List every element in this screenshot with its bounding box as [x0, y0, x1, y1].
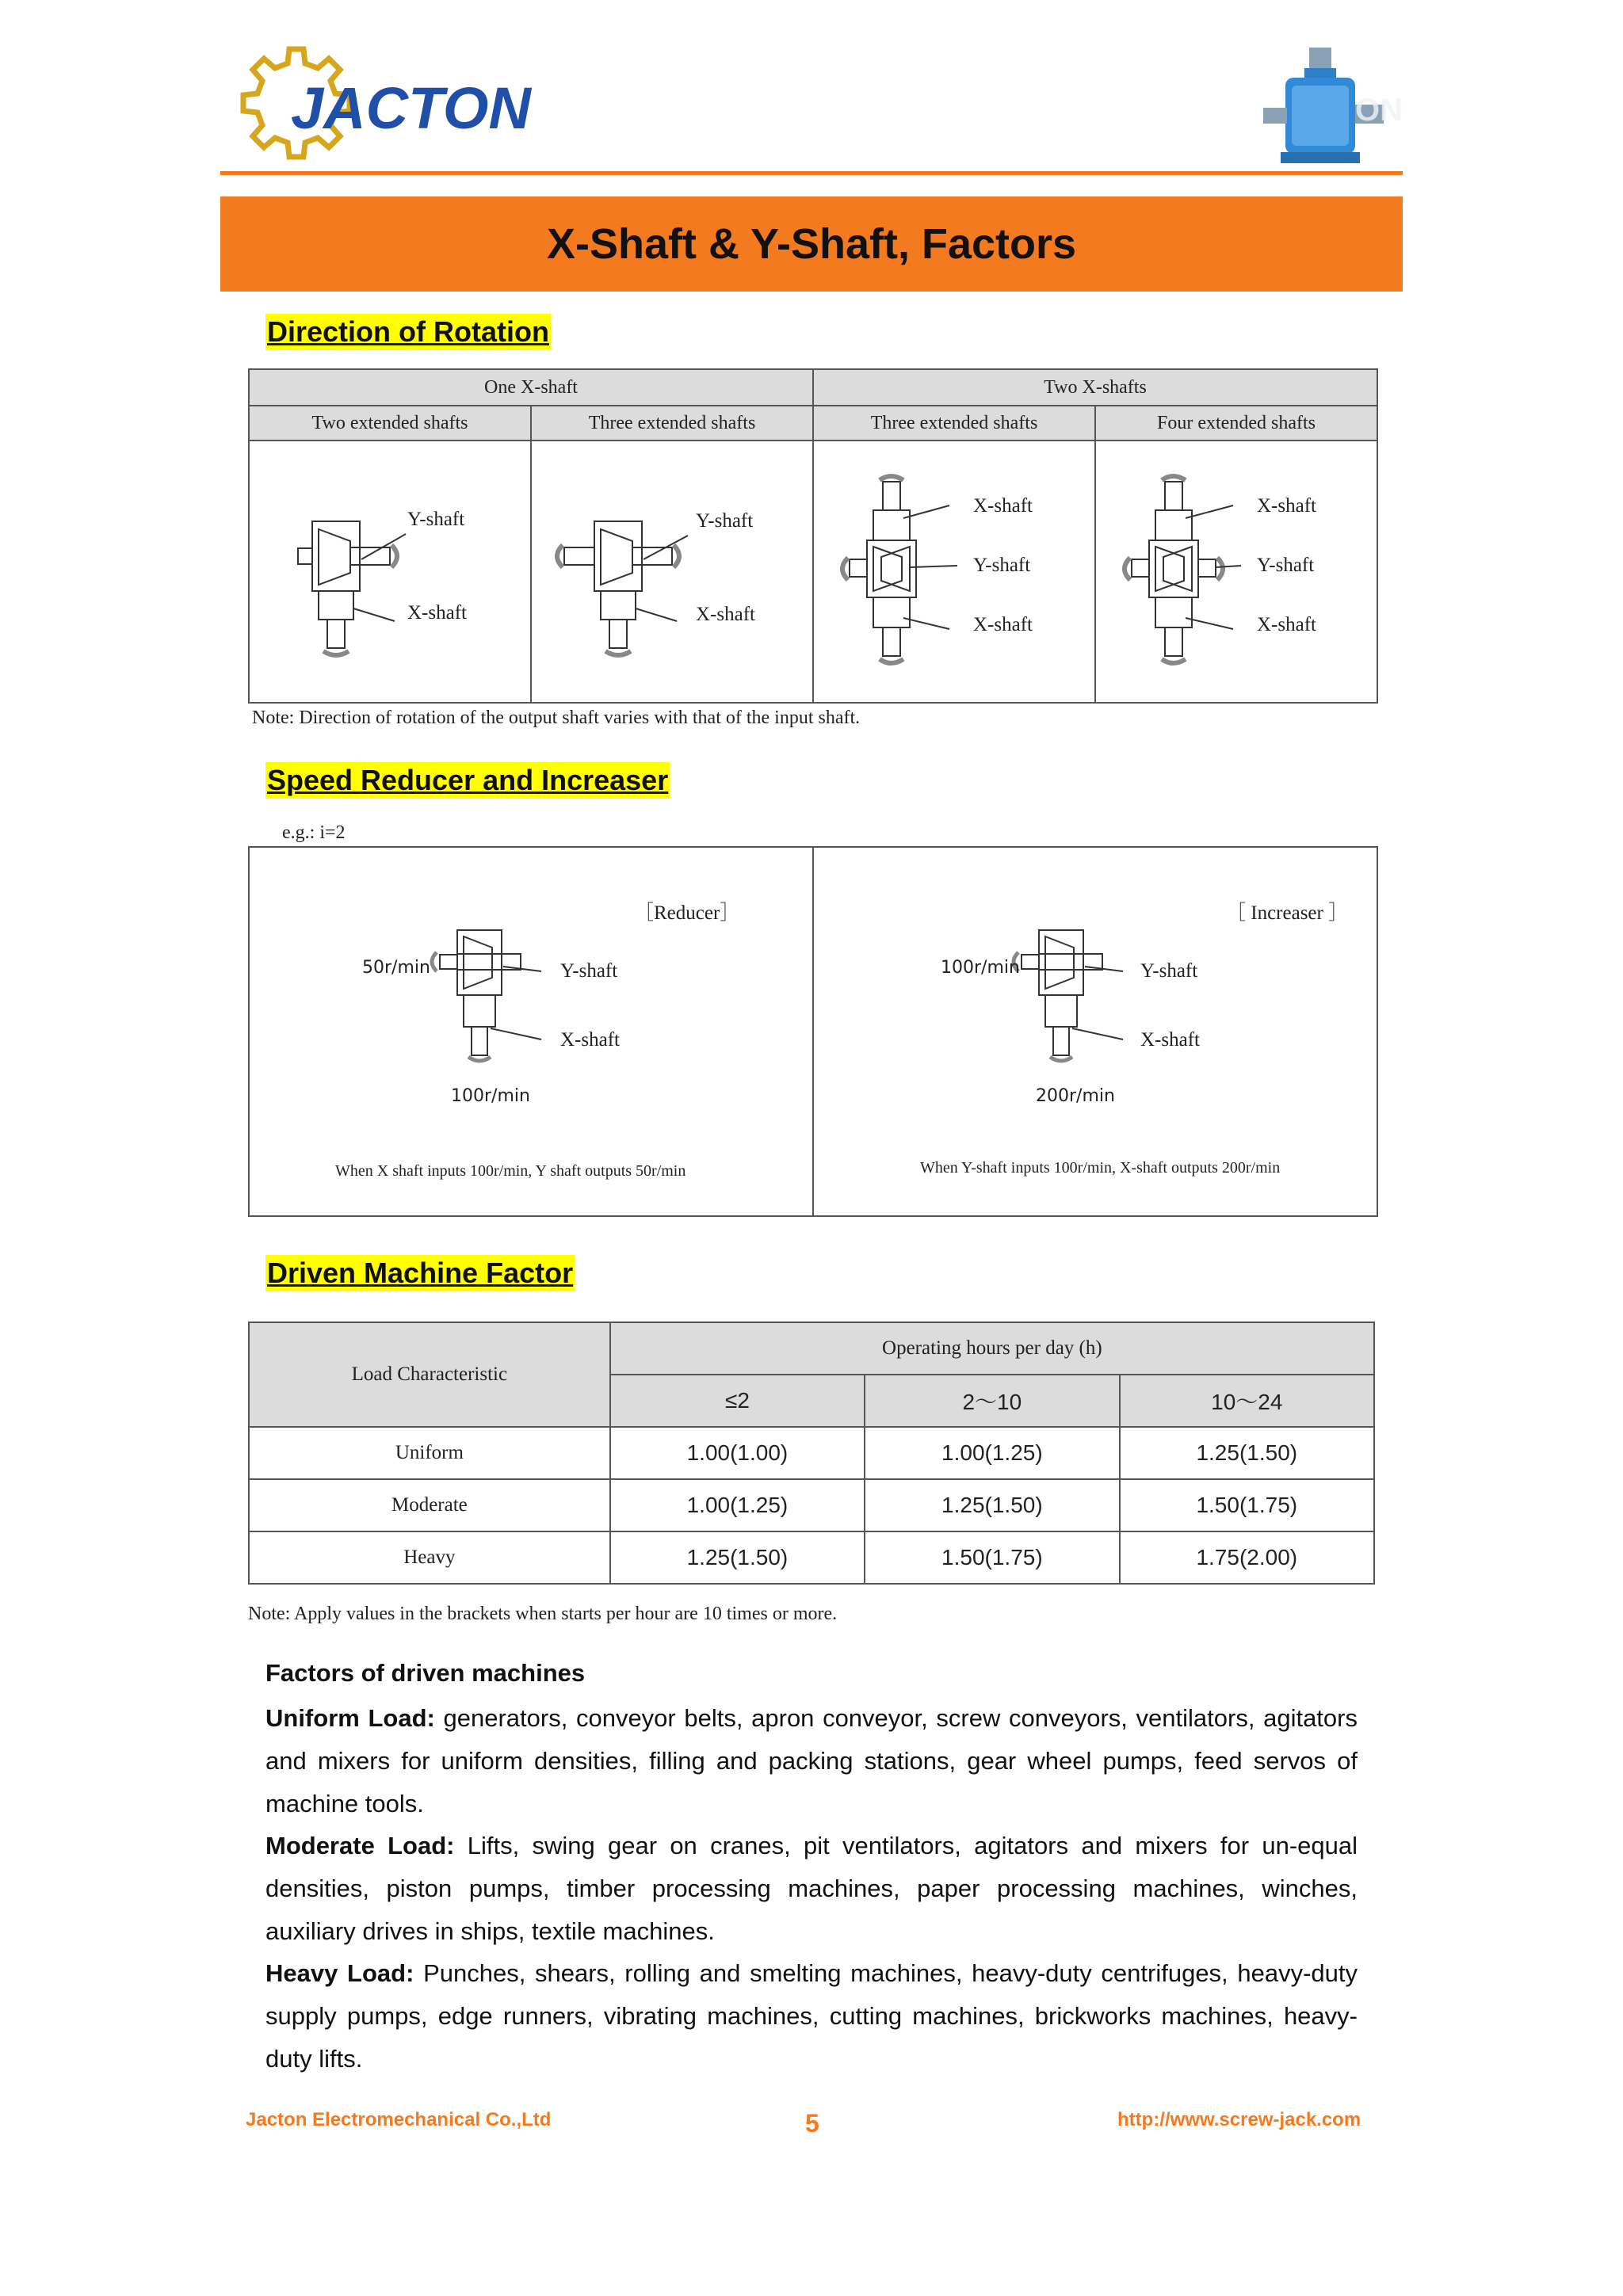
increaser-caption: When Y-shaft inputs 100r/min, X-shaft outputs 200r/min: [920, 1159, 1281, 1177]
heavy-load-text: Punches, shears, rolling and smelting machines, heavy-duty centrifuges, heavy-duty supply pumps, edge runners, vibrating machines, cutting machines, brickworks machines, heavy-duty lifts.: [265, 1959, 1358, 2073]
load-characteristic-header: Load Characteristic: [249, 1322, 610, 1427]
rotation-col-header: Three extended shafts: [813, 406, 1095, 441]
load-cell: Uniform: [249, 1427, 610, 1479]
x-shaft-label: X-shaft: [1257, 495, 1316, 517]
reducer-tag: ［Reducer］: [634, 902, 740, 924]
factor-cell: 1.00(1.00): [610, 1427, 865, 1479]
rotation-heading: Direction of Rotation: [265, 314, 551, 350]
rotation-table: [248, 368, 1378, 704]
rotation-col-header: Two extended shafts: [249, 406, 531, 441]
load-cell: Heavy: [249, 1531, 610, 1584]
rotation-diagram-three-shafts-two-x: [813, 441, 1095, 703]
load-cell: Moderate: [249, 1479, 610, 1531]
hours-col-header: 2～10: [865, 1375, 1119, 1427]
factor-cell: 1.25(1.50): [1120, 1427, 1374, 1479]
factor-cell: 1.25(1.50): [865, 1479, 1119, 1531]
x-shaft-label: X-shaft: [696, 604, 755, 625]
company-logo: [242, 40, 531, 166]
table-row: [249, 1427, 1374, 1479]
increaser-bottom-speed: 200r/min: [1036, 1086, 1115, 1106]
uniform-load-label: Uniform Load:: [265, 1704, 435, 1732]
factor-cell: 1.75(2.00): [1120, 1531, 1374, 1584]
hours-col-header: 10～24: [1120, 1375, 1374, 1427]
y-shaft-label: Y-shaft: [1257, 555, 1315, 576]
hours-col-header: ≤2: [610, 1375, 865, 1427]
rotation-diagram-three-shafts: [531, 441, 813, 703]
moderate-load-text: Lifts, swing gear on cranes, pit ventilators, agitators and mixers for un-equal densities, piston pumps, timber processing machines, paper processing machines, winches, auxiliary drives in ships, textile machines.: [265, 1832, 1358, 1945]
reducer-diagram: [250, 848, 812, 1215]
rotation-group-one: One X-shaft: [249, 369, 813, 406]
x-shaft-label: X-shaft: [560, 1029, 620, 1051]
y-shaft-label: Y-shaft: [696, 510, 754, 532]
title-band: [220, 196, 1403, 292]
uniform-load-paragraph: [265, 1697, 1358, 1825]
page-title: X-Shaft & Y-Shaft, Factors: [546, 220, 1077, 268]
x-shaft-label: X-shaft: [1257, 614, 1316, 635]
speed-example: e.g.: i=2: [282, 822, 346, 843]
reducer-bottom-speed: 100r/min: [451, 1086, 530, 1106]
rotation-diagram-four-shafts: [1095, 441, 1377, 703]
factors-heading: Factors of driven machines: [265, 1659, 586, 1687]
x-shaft-label: X-shaft: [407, 602, 467, 624]
x-shaft-label: X-shaft: [973, 495, 1033, 517]
factor-cell: 1.00(1.25): [610, 1479, 865, 1531]
x-shaft-label: X-shaft: [1140, 1029, 1200, 1051]
speed-heading: Speed Reducer and Increaser: [265, 762, 670, 799]
reducer-top-speed: 50r/min: [362, 958, 430, 978]
rotation-col-header: Four extended shafts: [1095, 406, 1377, 441]
rotation-diagram-two-shafts: [249, 441, 531, 703]
increaser-top-speed: 100r/min: [941, 958, 1020, 978]
factor-cell: 1.50(1.75): [865, 1531, 1119, 1584]
uniform-load-text: generators, conveyor belts, apron conveyor, screw conveyors, ventilators, agitators and mixers for uniform densities, filling and packing stations, gear wheel pumps, feed servos of machine tools.: [265, 1704, 1358, 1817]
heavy-load-paragraph: [265, 1952, 1358, 2081]
moderate-load-label: Moderate Load:: [265, 1832, 455, 1859]
factor-cell: 1.25(1.50): [610, 1531, 865, 1584]
header-rule: [220, 171, 1403, 175]
factor-note: Note: Apply values in the brackets when starts per hour are 10 times or more.: [248, 1604, 838, 1624]
page-number: 5: [805, 2109, 819, 2138]
factor-cell: 1.00(1.25): [865, 1427, 1119, 1479]
rotation-note: Note: Direction of rotation of the output shaft varies with that of the input shaft.: [252, 707, 861, 728]
svg-text:ON: ON: [1355, 93, 1403, 128]
moderate-load-paragraph: [265, 1825, 1358, 1953]
reducer-caption: When X shaft inputs 100r/min, Y shaft outputs 50r/min: [335, 1162, 686, 1180]
factor-heading: Driven Machine Factor: [265, 1255, 575, 1291]
y-shaft-label: Y-shaft: [1140, 960, 1198, 982]
increaser-diagram: [814, 848, 1377, 1215]
increaser-tag: ［ Increaser ］: [1226, 902, 1349, 924]
rotation-group-two: Two X-shafts: [813, 369, 1377, 406]
factor-table: [248, 1322, 1375, 1585]
operating-hours-header: Operating hours per day (h): [610, 1322, 1374, 1375]
y-shaft-label: Y-shaft: [973, 555, 1031, 576]
factor-cell: 1.50(1.75): [1120, 1479, 1374, 1531]
x-shaft-label: X-shaft: [973, 614, 1033, 635]
footer-company: Jacton Electromechanical Co.,Ltd: [246, 2109, 552, 2130]
rotation-col-header: Three extended shafts: [531, 406, 813, 441]
speed-table: [248, 846, 1378, 1217]
footer-url[interactable]: http://www.screw-jack.com: [1117, 2109, 1361, 2130]
y-shaft-label: Y-shaft: [560, 960, 618, 982]
factor-table-wrap: [248, 1322, 1375, 1585]
y-shaft-label: Y-shaft: [407, 509, 465, 530]
logo-text: JACTON: [291, 75, 531, 141]
table-row: [249, 1531, 1374, 1584]
gearbox-product-image: [1236, 41, 1411, 176]
heavy-load-label: Heavy Load:: [265, 1959, 414, 1987]
table-row: [249, 1479, 1374, 1531]
